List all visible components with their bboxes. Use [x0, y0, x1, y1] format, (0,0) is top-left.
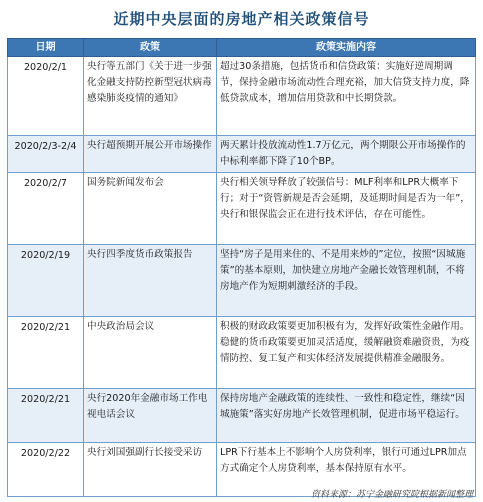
header-policy: 政策 — [84, 39, 217, 57]
table-row — [8, 173, 476, 245]
row-content: 两天累计投放流动性1.7万亿元，两个期限公开市场操作的中标利率都下降了10个BP。 — [217, 136, 476, 173]
table-row — [8, 136, 476, 173]
source-note: 资料来源：苏宁金融研究院根据新闻整理 — [310, 490, 473, 500]
row-date: 2020/2/21 — [8, 389, 84, 443]
table-row — [8, 389, 476, 443]
row-policy: 中央政治局会议 — [84, 317, 217, 389]
row-content: 积极的财政政策要更加积极有为，发挥好政策性金融作用。稳健的货币政策要更加灵活适度，缓解融资难融资贵，为疫情防控、复工复产和实体经济发展提供精准金融服务。 — [217, 317, 476, 389]
row-policy: 央行刘国强副行长接受采访 — [84, 443, 217, 497]
row-policy: 央行2020年金融市场工作电视电话会议 — [84, 389, 217, 443]
header-date: 日期 — [8, 39, 84, 57]
row-policy: 央行四季度货币政策报告 — [84, 245, 217, 317]
table-header-row — [8, 39, 476, 57]
row-policy: 央行等五部门《关于进一步强化金融支持防控新型冠状病毒感染肺炎疫情的通知》 — [84, 57, 217, 136]
header-content: 政策实施内容 — [217, 39, 476, 57]
page-title: 近期中央层面的房地产相关政策信号 — [113, 10, 370, 28]
row-content: 央行相关领导释放了较强信号：MLF利率和LPR大概率下行；对于“资管新规是否会延期，及延期时间是否为一年”，央行和银保监会正在进行技术评估，存在可能性。 — [217, 173, 476, 245]
table-row — [8, 57, 476, 136]
row-content: 超过30条措施，包括货币和信贷政策：实施好逆周期调节，保持金融市场流动性合理充裕，加大信贷支持力度，降低贷款成本，增加信用贷款和中长期贷款。 — [217, 57, 476, 136]
row-content: 保持房地产金融政策的连续性、一致性和稳定性，继续“因城施策”落实好房地产长效管理机制，促进市场平稳运行。 — [217, 389, 476, 443]
table-row — [8, 317, 476, 389]
row-content: LPR下行基本上不影响个人房贷利率，银行可通过LPR加点方式确定个人房贷利率，基本保持原有水平。 — [217, 443, 476, 497]
policy-table — [7, 38, 476, 497]
table-row — [8, 245, 476, 317]
row-content: 坚持“房子是用来住的、不是用来炒的”定位，按照“因城施策”的基本原则，加快建立房地产金融长效管理机制，不将房地产作为短期刺激经济的手段。 — [217, 245, 476, 317]
row-policy: 央行超预期开展公开市场操作 — [84, 136, 217, 173]
row-date: 2020/2/21 — [8, 317, 84, 389]
row-date: 2020/2/22 — [8, 443, 84, 497]
row-date: 2020/2/3-2/4 — [8, 136, 84, 173]
row-policy: 国务院新闻发布会 — [84, 173, 217, 245]
row-date: 2020/2/19 — [8, 245, 84, 317]
row-date: 2020/2/7 — [8, 173, 84, 245]
row-date: 2020/2/1 — [8, 57, 84, 136]
